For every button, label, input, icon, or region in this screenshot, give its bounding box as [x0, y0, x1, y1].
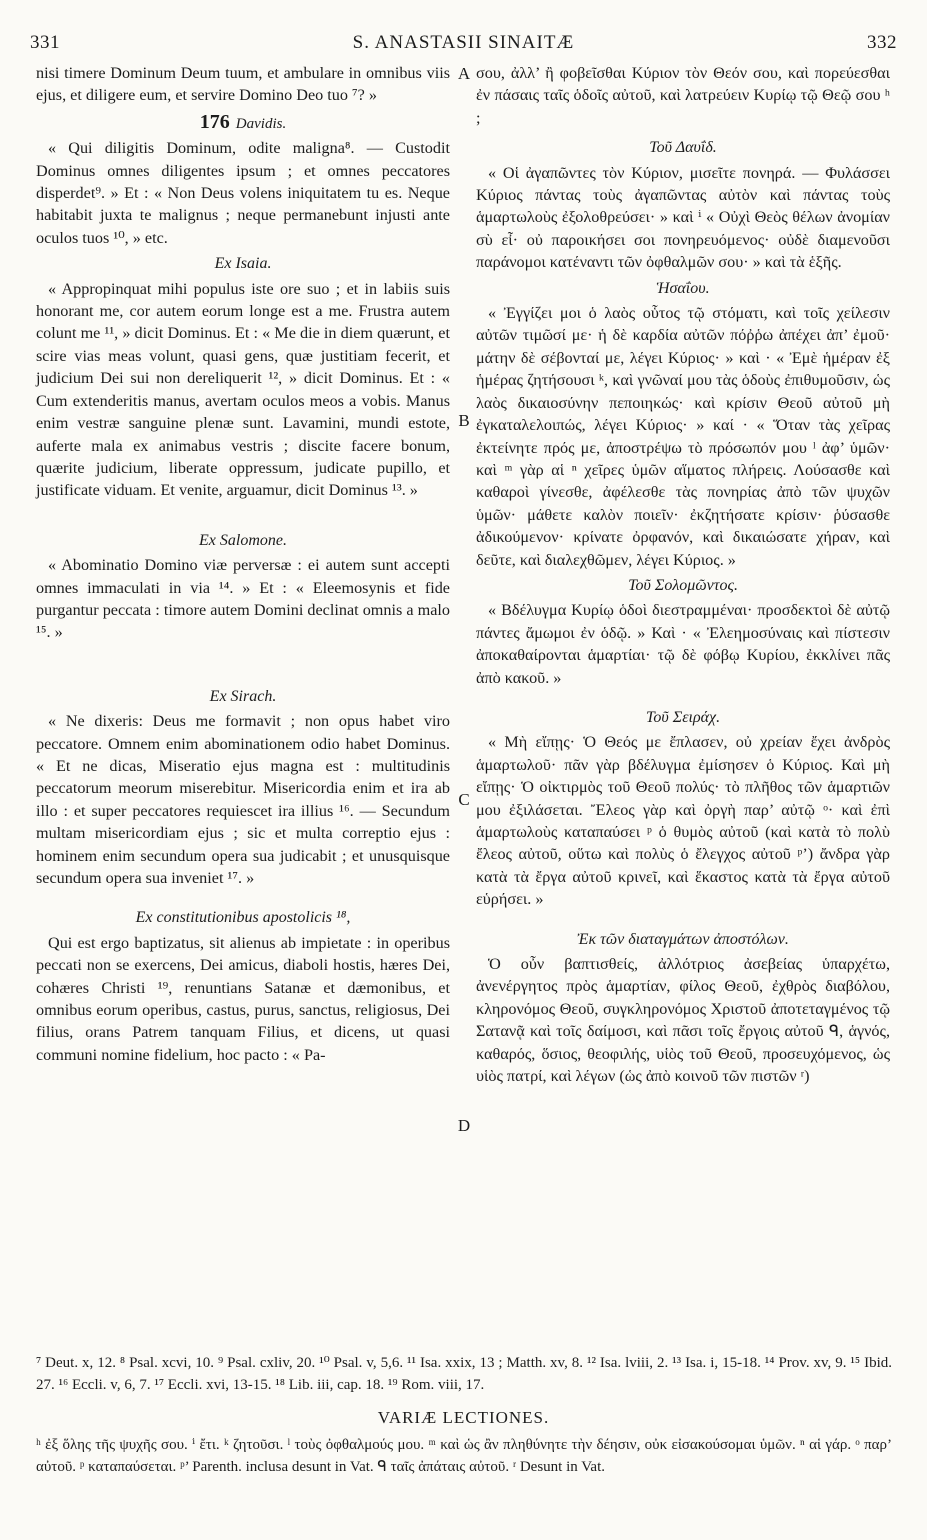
greek-paragraph-isaiah: « Ἐγγίζει μοι ὁ λαὸς οὗτος τῷ στόματι, καὶ τοῖς χείλεσιν αὐτῶν τιμῶσί με· ἡ δὲ καρδία αὐτῶν πόῤῥω ἀπέχει ἀπ’ ἐμοῦ· μάτην δὲ σέβονταί με, λέγει Κύριος· » καὶ · « Ἐμὲ ἡμέραν ἐξ ἡμέρας ζητήσουσι ᵏ, καὶ γνῶναί μου τὰς ὁδοὺς ἐπιθυμοῦσιν, ὡς λαὸς δικαιοσύνην πεποιηκώς· καὶ κρίσιν Θεοῦ αὐτοῦ μὴ ἐγκαταλελοιπώς, λέγει Κύριος· » καί · « Ὅταν τὰς χεῖρας ἐκτείνητε πρός με, ἀποστρέψω τὸ πρόσωπόν μου ˡ ἀφ’ ὑμῶν· καὶ ᵐ γὰρ αἱ ⁿ χεῖρες ὑμῶν αἵματος πλήρεις. Λούσασθε καὶ καθαροὶ γίνεσθε, ἀφέλεσθε τὰς πονηρίας ἀπὸ τῶν ψυχῶν ὑμῶν· μάθετε καλὸν ποιεῖν· ἐκζητήσατε κρίσιν· ῥύσασθε ἀδικούμενον· κρίνατε ὀρφανόν, καὶ δικαιώσατε χήραν, καὶ δεῦτε, καὶ διαλεχθῶμεν, λέγει Κύριος. »: [476, 304, 890, 569]
margin-marker-b: B: [458, 411, 470, 430]
greek-paragraph-constitutions: Ὁ οὖν βαπτισθείς, ἀλλότριος ἀσεβείας ὑπαρχέτω, ἀνενέργητος πρὸς ἁμαρτίαν, φίλος Θεοῦ, ἐχθρὸς διαβόλου, κληρονόμος Θεοῦ, συγκληρονόμος Χριστοῦ ἀποτεταγμένος τῷ Σατανᾷ καὶ τοῖς δαίμοσι, καὶ πᾶσι τοῖς ἔργοις αὐτοῦ ᑫ, ἁγνός, καθαρός, ὅσιος, θεοφιλής, υἱὸς τοῦ Θεοῦ, προσευχόμενος, ὡς υἱὸς πατρί, καὶ λέγων (ὡς ἀπὸ κοινοῦ τῶν πιστῶν ʳ): [476, 955, 890, 1086]
section-heading-text: Davidis.: [235, 115, 287, 132]
latin-paragraph-1: nisi timere Dominum Deum tuum, et ambulare in omnibus viis ejus, et diligere eum, et servire Domino Deo tuo ⁷? »: [36, 64, 450, 105]
section-heading-david-greek: Τοῦ Δαυΐδ.: [649, 139, 717, 157]
section-heading-davidis: [36, 111, 450, 135]
latin-paragraph-salomone: « Abominatio Domino viæ perversæ : ei autem sunt accepti omnes immaculati in via ¹⁴. » Et : « Eleemosynis et fide purgantur peccata : timore autem Domini declinat omnis a malo ¹⁵. »: [36, 556, 450, 642]
section-heading-constitutionibus: Ex constitutionibus apostolicis ¹⁸,: [135, 909, 351, 927]
variae-lectiones-title: VARIÆ LECTIONES.: [377, 1408, 550, 1427]
section-heading-sirach-greek: Τοῦ Σειράχ.: [645, 708, 721, 726]
section-heading-solomon-greek: Τοῦ Σολομῶντος.: [628, 576, 738, 594]
margin-marker-c: C: [458, 790, 470, 809]
latin-paragraph-davidis: « Qui diligitis Dominum, odite maligna⁸. — Custodit Dominus omnes diligentes ipsum ; et omnes peccatores disperdet⁹. » Et : « Non Deus volens iniquitatem tu es. Neque habitabit juxta te malignus ; neque permanebunt injusti ante oculos tuos ¹⁰, » etc.: [36, 139, 450, 247]
greek-paragraph-solomon: « Βδέλυγμα Κυρίῳ ὁδοὶ διεστραμμέναι· προσδεκτοὶ δὲ αὐτῷ πάντες ἄμωμοι ἐν ὁδῷ. » Καὶ · « Ἐλεημοσύναις καὶ πίστεσιν ἀποκαθαίρονται ἁμαρτίαι· τῷ δὲ φόβῳ Κυρίου, ἐκκλίνει πᾶς ἀπὸ κακοῦ. »: [476, 601, 890, 687]
margin-marker-d: D: [457, 1116, 471, 1135]
latin-column: [36, 62, 450, 1066]
running-title: S. ANASTASII SINAITÆ: [352, 32, 575, 53]
greek-paragraph-1: σου, ἀλλ’ ἢ φοβεῖσθαι Κύριον τὸν Θεόν σου, καὶ πορεύεσθαι ἐν πάσαις ταῖς ὁδοῖς αὐτοῦ, καὶ λατρεύειν Κυρίῳ τῷ Θεῷ σου ʰ ;: [476, 64, 890, 127]
section-heading-isaia: Ex Isaia.: [214, 255, 272, 273]
variae-lectiones: ʰ ἐξ ὅλης τῆς ψυχῆς σου. ⁱ ἔτι. ᵏ ζητοῦσι. ˡ τοὺς ὀφθαλμούς μου. ᵐ καὶ ὡς ἂν πληθύνητε τὴν δέησιν, οὐκ εἰσακούσομαι ὑμῶν. ⁿ αἱ γάρ. ᵒ παρ’ αὐτοῦ. ᵖ καταπαύσεται. ᵖ’ Parenth. inclusa desunt in Vat. ᑫ ταῖς ἀπάταις αὐτοῦ. ʳ Desunt in Vat.: [36, 1437, 892, 1475]
section-heading-isaiah-greek: Ἡσαΐου.: [656, 279, 710, 297]
section-heading-constitutions-greek: Ἐκ τῶν διαταγμάτων ἀποστόλων.: [577, 930, 789, 948]
section-heading-salomone: Ex Salomone.: [199, 531, 287, 549]
section-number: 176: [199, 110, 230, 133]
page-number-right: 332: [866, 32, 897, 53]
greek-column: [476, 62, 890, 1087]
greek-paragraph-david: « Οἱ ἀγαπῶντες τὸν Κύριον, μισεῖτε πονηρά. — Φυλάσσει Κύριος πάντας τοὺς ἀγαπῶντας αὐτὸν καὶ πάντας τοὺς ἁμαρτωλοὺς ἐξολοθρεύσει· » καὶ ⁱ « Οὐχὶ Θεὸς θέλων ἀνομίαν σὺ εἶ· οὐ παροικήσει σοι πονηρευόμενος· οὐδὲ διαμενοῦσι παράνομοι κατέναντι τῶν ὀφθαλμῶν σου· » καὶ τὰ ἑξῆς.: [476, 163, 890, 272]
section-heading-sirach: Ex Sirach.: [209, 687, 277, 705]
latin-paragraph-isaia: « Appropinquat mihi populus iste ore suo ; et in labiis suis honorant me, cor autem eorum longe est a me. Frustra autem colunt me ¹¹, » dicit Dominus. Et : « Me die in diem quærunt, et scire vias meas volunt, quasi gens, quæ justitiam fecerit, et judicium Dei sui non dereliquerit ¹², » dicit Dominus. Et : « Cum extenderitis manus, avertam oculos meos a vobis. Manus enim vestræ sanguine plenæ sunt. Lavamini, mundi estote, auferte mala ex animabus vestris ; discite facere bonum, quærite judicium, liberate oppressum, judicate pupillo, et justificate viduam. Et venite, arguamur, dicit Dominus ¹³. »: [36, 279, 450, 500]
greek-paragraph-sirach: « Μὴ εἴπῃς· Ὁ Θεός με ἔπλασεν, οὐ χρείαν ἔχει ἀνδρὸς ἁμαρτωλοῦ· πᾶν γὰρ βδέλυγμα ἐμίσησεν ὁ Κύριος. Καὶ μὴ εἴπῃς· Ὁ οἰκτιρμὸς τοῦ Θεοῦ πολύς· τὸ πλῆθος τῶν ἁμαρτιῶν μου ἐξιλάσεται. Ἔλεος γὰρ καὶ ὀργὴ παρ’ αὐτῷ ᵒ· καὶ ἐπὶ ἁμαρτωλοὺς καταπαύσει ᵖ ὁ θυμὸς αὐτοῦ (καὶ κατὰ τὸ πολὺ ἔλεος αὐτοῦ, οὕτω καὶ πολὺς ὁ ἔλεγχος αὐτοῦ ᵖ’) ἄνδρα γὰρ κατὰ τὰ ἔργα αὐτοῦ κρινεῖ, καὶ ἕκαστος κατὰ τὰ ἔργα αὐτοῦ εὑρήσει. »: [476, 733, 890, 909]
footnotes: ⁷ Deut. x, 12. ⁸ Psal. xcvi, 10. ⁹ Psal. cxliv, 20. ¹⁰ Psal. v, 5,6. ¹¹ Isa. xxix, 13 ; Matth. xv, 8. ¹² Isa. lviii, 2. ¹³ Isa. i, 15-18. ¹⁴ Prov. xv, 9. ¹⁵ Ibid. 27. ¹⁶ Eccli. v, 6, 7. ¹⁷ Eccli. xvi, 13-15. ¹⁸ Lib. iii, cap. 18. ¹⁹ Rom. viii, 17.: [36, 1355, 892, 1393]
margin-marker-a: A: [457, 64, 471, 83]
running-header: [30, 28, 897, 58]
page-number-left: 331: [30, 32, 60, 53]
latin-paragraph-constitutionibus: Qui est ergo baptizatus, sit alienus ab impietate : in operibus peccati non se exercens, Dei amicus, diaboli hostis, hæres Dei, cohæres Christi ¹⁹, renuntians Satanæ et dæmonibus, et omnibus eorum operibus, castus, purus, sanctus, religiosus, Dei filius, orans Patrem tanquam Filius, et dicens, ut quasi communi nomine fidelium, hoc pacto : « Pa-: [36, 933, 450, 1064]
latin-paragraph-sirach: « Ne dixeris: Deus me formavit ; non opus habet viro peccatore. Omnem enim abominationem odio habet Dominus. « Et ne dicas, Miseratio ejus magna est : multitudinis peccatorum meorum miserebitur. Misericordia enim et ira ab illo : et super peccatores requiescet ira illius ¹⁶. — Secundum multam misericordiam ejus ; sic et multa correptio ejus : hominem enim secundum opera sua judicabit ; et unusquisque secundum opera sua inveniet ¹⁷. »: [36, 712, 450, 887]
